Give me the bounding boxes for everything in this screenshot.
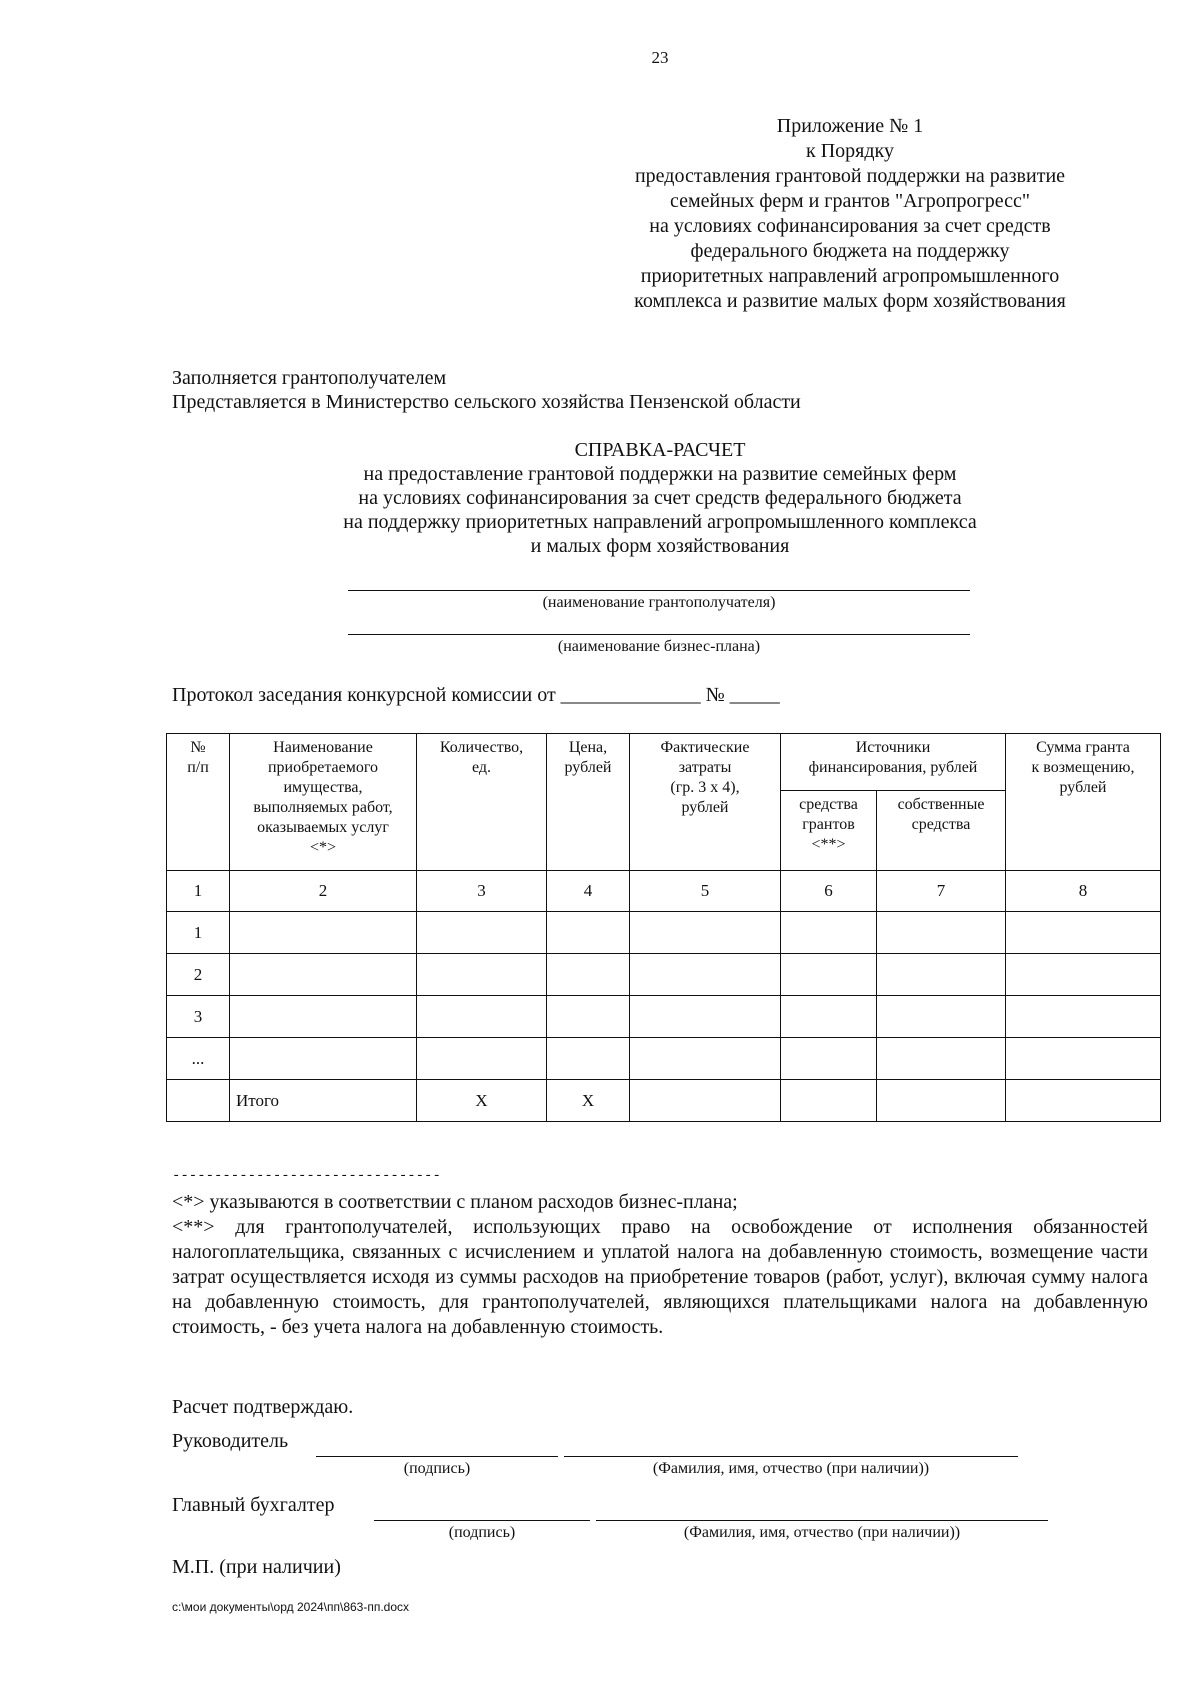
title-line: на условиях софинансирования за счет средств федерального бюджета: [358, 487, 962, 509]
column-number: 5: [630, 871, 781, 912]
table-cell: 1: [167, 912, 230, 954]
table-cell: [230, 1038, 417, 1080]
table-cell: Х: [417, 1080, 547, 1122]
fill-note-line-1: Заполняется грантополучателем: [172, 367, 447, 389]
table-row: [167, 1038, 1161, 1080]
table-cell: [1006, 1080, 1161, 1122]
header-grant-amount: Сумма гранта к возмещению, рублей: [1006, 734, 1161, 871]
table-cell: [781, 954, 877, 996]
table-cell: [877, 954, 1006, 996]
confirm-text: Расчет подтверждаю.: [172, 1396, 354, 1418]
stamp-note: М.П. (при наличии): [172, 1556, 341, 1578]
accountant-signature-line: [374, 1520, 590, 1521]
title-heading: СПРАВКА-РАСЧЕТ: [574, 439, 746, 461]
business-plan-line: [348, 634, 970, 635]
header-row-number: № п/п: [167, 734, 230, 871]
column-number: 3: [417, 871, 547, 912]
head-name-caption: (Фамилия, имя, отчество (при наличии)): [652, 1460, 930, 1477]
table-cell: Х: [547, 1080, 630, 1122]
table-cell: [1006, 996, 1161, 1038]
business-plan-caption: (наименование бизнес-плана): [557, 638, 761, 655]
page-number: 23: [651, 48, 669, 67]
table-cell: [547, 1038, 630, 1080]
title-line: и малых форм хозяйствования: [530, 535, 790, 557]
column-number: 2: [230, 871, 417, 912]
document-title: [172, 438, 1148, 558]
table-cell: [417, 954, 547, 996]
calculation-table: [166, 733, 1161, 1122]
table-cell: [781, 912, 877, 954]
appendix-line: федерального бюджета на поддержку: [690, 240, 1010, 262]
appendix-line: на условиях софинансирования за счет средств: [649, 215, 1051, 237]
accountant-name-line: [596, 1520, 1048, 1521]
table-cell: [547, 912, 630, 954]
header-actual-costs: Фактические затраты (гр. 3 х 4), рублей: [630, 734, 781, 871]
appendix-line: семейных ферм и грантов "Агропрогресс": [670, 190, 1030, 212]
table-cell: ...: [167, 1038, 230, 1080]
table-cell: [417, 1038, 547, 1080]
title-line: на предоставление грантовой поддержки на развитие семейных ферм: [363, 463, 957, 485]
table-cell: [230, 912, 417, 954]
appendix-line: комплекса и развитие малых форм хозяйствования: [634, 290, 1066, 312]
column-numbers-row: [167, 871, 1161, 912]
recipient-caption: (наименование грантополучателя): [542, 594, 776, 611]
appendix-line: предоставления грантовой поддержки на развитие: [634, 165, 1066, 187]
accountant-label: Главный бухгалтер: [172, 1494, 335, 1516]
fill-note-line-2: Представляется в Министерство сельского хозяйства Пензенской области: [172, 391, 801, 413]
table-cell: [630, 954, 781, 996]
total-label: Итого: [230, 1080, 417, 1122]
file-path: c:\мои документы\орд 2024\пп\863-пп.docx: [172, 1600, 410, 1614]
protocol-line: Протокол заседания конкурсной комиссии от ______________ № _____: [172, 684, 780, 706]
table-cell: [630, 1038, 781, 1080]
table-cell: [630, 996, 781, 1038]
table-row: [167, 912, 1161, 954]
table-cell: [781, 1038, 877, 1080]
total-row: [167, 1080, 1161, 1122]
appendix-line: приоритетных направлений агропромышленного: [640, 265, 1060, 287]
table-row: [167, 954, 1161, 996]
table-cell: [877, 996, 1006, 1038]
appendix-header: [560, 114, 1140, 314]
table-cell: [1006, 1038, 1161, 1080]
table-cell: 2: [167, 954, 230, 996]
table-cell: [1006, 912, 1161, 954]
footnote-2: <**> для грантополучателей, использующих право на освобождение от исполнения обязанностей налогоплательщика, связанных с исчислением и уплатой налога на добавленную стоимость, возмещение части затрат осуществляется исходя из суммы расходов на приобретение товаров (работ, услуг), включая сумму налога на добавленную стоимость, для грантополучателей, являющихся плательщиками налога на добавленную стоимость, - без учета налога на добавленную стоимость.: [172, 1216, 1148, 1338]
header-item-name: Наименование приобретаемого имущества, выполняемых работ, оказываемых услуг <*>: [230, 734, 417, 871]
column-number: 7: [877, 871, 1006, 912]
header-own-funds: собственные средства: [877, 791, 1006, 871]
table-cell: [417, 996, 547, 1038]
table-cell: [547, 996, 630, 1038]
table-cell: [781, 996, 877, 1038]
fill-note: [172, 366, 801, 414]
table-cell: [417, 912, 547, 954]
table-row: [167, 996, 1161, 1038]
table-cell: [230, 996, 417, 1038]
table-cell: [1006, 954, 1161, 996]
accountant-name-caption: (Фамилия, имя, отчество (при наличии)): [683, 1524, 961, 1541]
appendix-line: к Порядку: [806, 140, 894, 162]
appendix-line: Приложение № 1: [776, 115, 924, 137]
column-number: 6: [781, 871, 877, 912]
head-name-line: [564, 1456, 1018, 1457]
footnote-separator: --------------------------------: [172, 1168, 441, 1184]
head-signature-line: [316, 1456, 558, 1457]
table-cell: [877, 912, 1006, 954]
column-number: 4: [547, 871, 630, 912]
column-number: 8: [1006, 871, 1161, 912]
column-number: 1: [167, 871, 230, 912]
recipient-name-line: [348, 590, 970, 591]
table-cell: [877, 1080, 1006, 1122]
footnotes: [172, 1190, 1148, 1340]
header-quantity: Количество, ед.: [417, 734, 547, 871]
table-cell: 3: [167, 996, 230, 1038]
title-line: на поддержку приоритетных направлений агропромышленного комплекса: [343, 511, 977, 533]
accountant-signature-caption: (подпись): [448, 1524, 516, 1541]
table-cell: [547, 954, 630, 996]
head-signature-caption: (подпись): [403, 1460, 471, 1477]
table-cell: [630, 912, 781, 954]
header-price: Цена, рублей: [547, 734, 630, 871]
header-grant-funds: средства грантов <**>: [781, 791, 877, 871]
footnote-1: <*> указываются в соответствии с планом расходов бизнес-плана;: [172, 1191, 738, 1213]
table-cell: [781, 1080, 877, 1122]
table-cell: [230, 954, 417, 996]
header-funding-sources: Источники финансирования, рублей: [781, 734, 1006, 791]
head-label: Руководитель: [172, 1430, 289, 1452]
table-cell: [167, 1080, 230, 1122]
table-cell: [630, 1080, 781, 1122]
table-cell: [877, 1038, 1006, 1080]
